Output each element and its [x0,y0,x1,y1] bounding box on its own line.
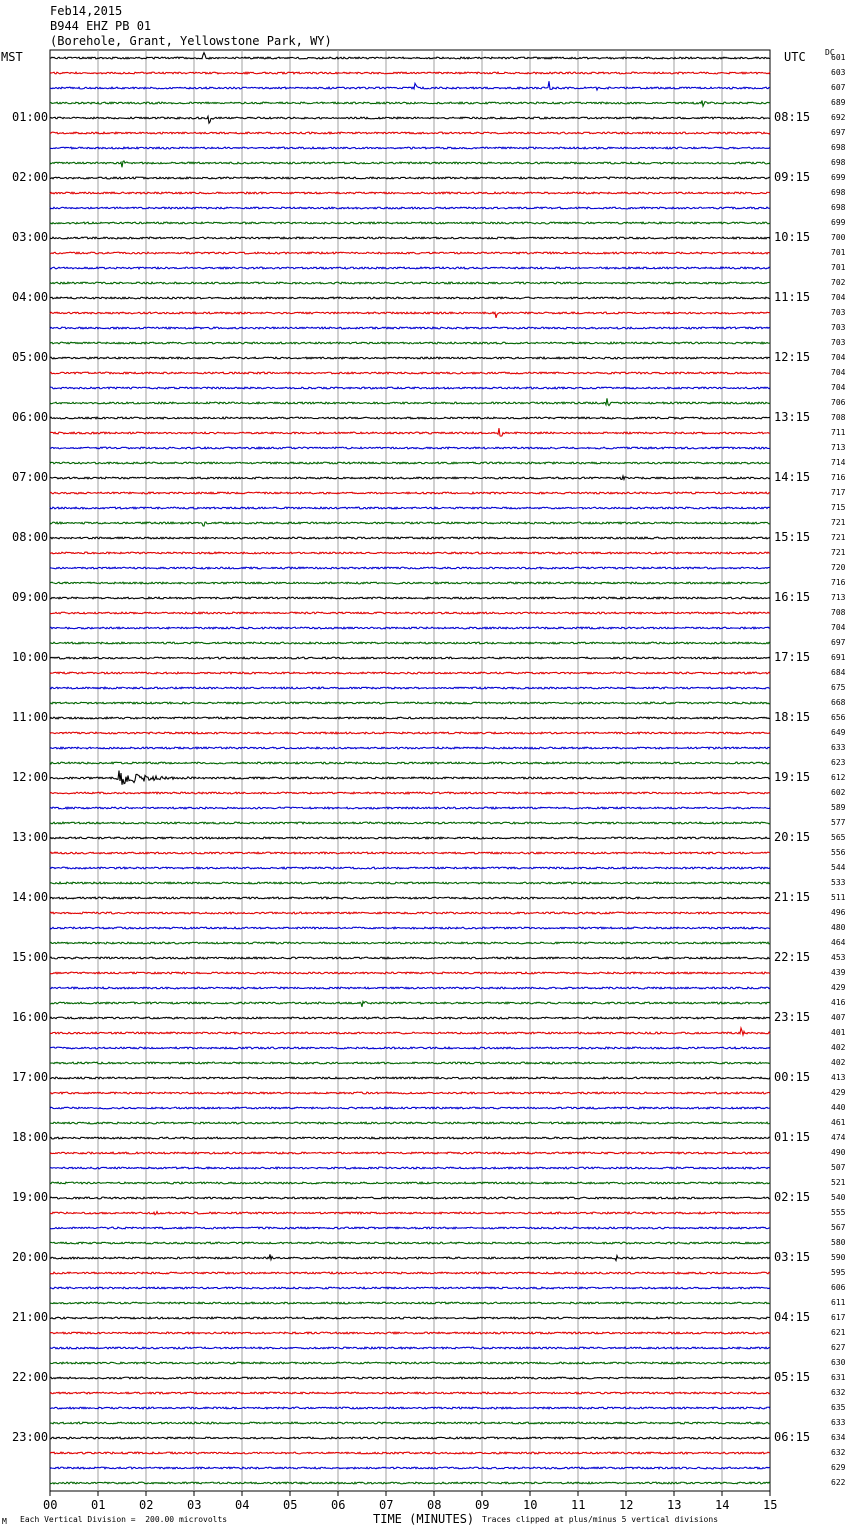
dc-offset-label: 704 [831,623,846,632]
utc-hour-label: 12:15 [774,350,811,364]
dc-offset-label: 700 [831,233,846,242]
mst-hour-label: 15:00 [12,950,49,964]
dc-offset-label: 701 [831,248,846,257]
dc-offset-label: 704 [831,383,846,392]
x-tick-label: 04 [235,1498,250,1512]
mst-hour-label: 19:00 [12,1190,49,1204]
scale-note: Each Vertical Division = 200.00 microvolts [20,1515,228,1524]
x-tick-label: 12 [619,1498,634,1512]
trace-line [50,732,770,734]
mst-hour-label: 06:00 [12,410,49,424]
dc-offset-label: 713 [831,593,846,602]
dc-offset-label: 511 [831,893,846,902]
utc-hour-label: 03:15 [774,1250,811,1264]
dc-offset-label: 697 [831,638,846,647]
x-tick-label: 05 [283,1498,298,1512]
trace-line [50,1377,770,1379]
dc-offset-label: 402 [831,1058,846,1067]
dc-offset-label: 699 [831,218,846,227]
dc-offset-label: 715 [831,503,846,512]
trace-line [50,357,770,359]
utc-hour-label: 01:15 [774,1130,811,1144]
mst-hour-label: 17:00 [12,1070,49,1084]
trace-line [50,957,770,959]
trace-line [50,1062,770,1064]
dc-offset-label: 490 [831,1148,846,1157]
x-tick-label: 06 [331,1498,346,1512]
dc-offset-label: 533 [831,878,846,887]
mst-hour-label: 09:00 [12,590,49,604]
dc-offset-label: 567 [831,1223,846,1232]
trace-line [50,312,770,318]
dc-offset-label: 521 [831,1178,846,1187]
x-tick-label: 10 [523,1498,538,1512]
dc-offset-label: 612 [831,773,846,782]
trace-line [50,597,770,599]
x-tick-label: 01 [91,1498,106,1512]
dc-offset-label: 703 [831,323,846,332]
trace-line [50,1047,770,1049]
trace-line [50,447,770,449]
mst-hour-label: 07:00 [12,470,49,484]
dc-offset-label: 703 [831,308,846,317]
trace-line [50,1122,770,1124]
mst-hour-label: 13:00 [12,830,49,844]
trace-line [50,1152,770,1154]
trace-line [50,1482,770,1484]
mst-hour-label: 01:00 [12,110,49,124]
dc-offset-label: 453 [831,953,846,962]
trace-line [50,942,770,944]
trace-line [50,1001,770,1006]
trace-line [50,807,770,809]
utc-hour-label: 08:15 [774,110,811,124]
mst-hour-label: 10:00 [12,650,49,664]
trace-line [50,53,770,59]
trace-line [50,1407,770,1409]
dc-offset-label: 607 [831,83,846,92]
trace-line [50,1437,770,1439]
dc-offset-label: 401 [831,1028,846,1037]
dc-offset-label: 716 [831,473,846,482]
trace-line [50,1362,770,1364]
dc-offset-label: 617 [831,1313,846,1322]
dc-offset-label: 413 [831,1073,846,1082]
mst-hour-label: 18:00 [12,1130,49,1144]
x-tick-label: 15 [763,1498,778,1512]
trace-line [50,522,770,526]
utc-hour-label: 00:15 [774,1070,811,1084]
trace-line [50,642,770,644]
dc-offset-label: 716 [831,578,846,587]
x-tick-label: 02 [139,1498,154,1512]
dc-offset-label: 632 [831,1448,846,1457]
dc-offset-label: 721 [831,518,846,527]
trace-line [50,1167,770,1169]
trace-line [50,1197,770,1199]
corner-mark: M [2,1517,7,1526]
x-tick-label: 14 [715,1498,730,1512]
utc-hour-label: 17:15 [774,650,811,664]
x-axis-title: TIME (MINUTES) [373,1512,475,1526]
trace-line [50,771,770,785]
trace-line [50,372,770,374]
dc-offset-label: 708 [831,413,846,422]
utc-hour-label: 10:15 [774,230,811,244]
x-tick-label: 00 [43,1498,58,1512]
dc-offset-label: 402 [831,1043,846,1052]
trace-line [50,912,770,914]
mst-hour-label: 12:00 [12,770,49,784]
x-tick-label: 08 [427,1498,442,1512]
station-code: B944 EHZ PB 01 [50,19,152,33]
plot-date: Feb14,2015 [50,4,123,18]
dc-offset-label: 589 [831,803,846,812]
trace-line [50,342,770,344]
trace-line [50,582,770,584]
dc-offset-label: 629 [831,1463,846,1472]
dc-offset-label: 429 [831,983,846,992]
trace-line [50,192,770,194]
station-location: (Borehole, Grant, Yellowstone Park, WY) [50,34,332,48]
utc-hour-label: 21:15 [774,890,811,904]
dc-offset-label: 632 [831,1388,846,1397]
mst-hour-label: 21:00 [12,1310,49,1324]
dc-offset-label: 464 [831,938,846,947]
utc-hour-label: 04:15 [774,1310,811,1324]
utc-hour-label: 15:15 [774,530,811,544]
dc-offset-label: 706 [831,398,846,407]
x-tick-label: 09 [475,1498,490,1512]
trace-line [50,297,770,299]
trace-line [50,177,770,179]
trace-line [50,567,770,569]
dc-offset-label: 668 [831,698,846,707]
trace-line [50,237,770,239]
trace-line [50,1137,770,1139]
trace-line [50,537,770,539]
trace-line [50,417,770,419]
dc-offset-label: 633 [831,1418,846,1427]
dc-offset-label: 720 [831,563,846,572]
dc-offset-label: 699 [831,173,846,182]
trace-line [50,1242,770,1244]
trace-line [50,687,770,689]
dc-offset-label: 416 [831,998,846,1007]
dc-offset-label: 440 [831,1103,846,1112]
dc-offset-label: 721 [831,533,846,542]
utc-axis-title: UTC [784,50,806,64]
dc-offset-label: 634 [831,1433,846,1442]
dc-offset-label: 701 [831,263,846,272]
dc-offset-label: 692 [831,113,846,122]
trace-line [50,1467,770,1469]
dc-offset-label: 698 [831,143,846,152]
trace-line [50,147,770,149]
trace-line [50,657,770,659]
dc-offset-label: 631 [831,1373,846,1382]
dc-offset-label: 621 [831,1328,846,1337]
dc-offset-label: 698 [831,188,846,197]
dc-offset-label: 555 [831,1208,846,1217]
dc-offset-label: 480 [831,923,846,932]
dc-offset-label: 702 [831,278,846,287]
mst-hour-label: 23:00 [12,1430,49,1444]
dc-offset-label: 601 [831,53,846,62]
trace-line [50,837,770,839]
dc-offset-label: 649 [831,728,846,737]
dc-offset-label: 540 [831,1193,846,1202]
trace-line [50,1452,770,1454]
dc-offset-label: 622 [831,1478,846,1487]
dc-offset-label: 627 [831,1343,846,1352]
trace-line [50,1422,770,1424]
dc-offset-label: 656 [831,713,846,722]
plot-frame [50,50,770,1491]
seismic-traces [50,53,770,1484]
trace-line [50,1272,770,1274]
trace-line [50,132,770,134]
mst-hour-label: 16:00 [12,1010,49,1024]
trace-line [50,1212,770,1215]
trace-line [50,1107,770,1109]
dc-offset-label: 461 [831,1118,846,1127]
utc-hour-label: 11:15 [774,290,811,304]
mst-hour-label: 08:00 [12,530,49,544]
dc-offset-label: 698 [831,203,846,212]
trace-line [50,1332,770,1334]
trace-line [50,1077,770,1079]
trace-line [50,747,770,749]
dc-offset-label: 635 [831,1403,846,1412]
utc-hour-label: 16:15 [774,590,811,604]
utc-hour-label: 06:15 [774,1430,811,1444]
trace-line [50,897,770,899]
x-tick-label: 11 [571,1498,586,1512]
trace-line [50,627,770,629]
dc-offset-label: 580 [831,1238,846,1247]
dc-offset-label: 714 [831,458,846,467]
dc-offset-label: 633 [831,743,846,752]
trace-line [50,387,770,389]
trace-line [50,1392,770,1394]
trace-line [50,972,770,974]
dc-offset-label: 606 [831,1283,846,1292]
trace-line [50,428,770,436]
trace-line [50,282,770,284]
dc-offset-label: 611 [831,1298,846,1307]
trace-line [50,476,770,480]
trace-line [50,822,770,824]
trace-line [50,702,770,704]
utc-hour-label: 14:15 [774,470,811,484]
trace-line [50,222,770,224]
dc-offset-label: 703 [831,338,846,347]
utc-hour-label: 20:15 [774,830,811,844]
mst-hour-label: 20:00 [12,1250,49,1264]
trace-line [50,252,770,254]
trace-line [50,1317,770,1319]
dc-offset-label: 577 [831,818,846,827]
dc-offset-label: 603 [831,68,846,77]
trace-line [50,717,770,719]
dc-offset-label: 684 [831,668,846,677]
trace-line [50,1347,770,1349]
dc-offset-label: 507 [831,1163,846,1172]
utc-hour-label: 22:15 [774,950,811,964]
dc-offset-label: 704 [831,293,846,302]
dc-offset-label: 556 [831,848,846,857]
trace-line [50,492,770,494]
trace-line [50,507,770,509]
mst-hour-label: 05:00 [12,350,49,364]
dc-offset-label: 496 [831,908,846,917]
mst-hour-label: 11:00 [12,710,49,724]
trace-line [50,1028,770,1035]
trace-line [50,462,770,464]
dc-offset-label: 721 [831,548,846,557]
trace-line [50,792,770,794]
trace-line [50,852,770,854]
clip-note: Traces clipped at plus/minus 5 vertical divisions [482,1515,719,1524]
dc-offset-label: 697 [831,128,846,137]
utc-hour-label: 02:15 [774,1190,811,1204]
trace-line [50,161,770,167]
mst-hour-label: 03:00 [12,230,49,244]
trace-line [50,672,770,674]
dc-offset-label: 689 [831,98,846,107]
mst-hour-label: 22:00 [12,1370,49,1384]
dc-offset-label: 623 [831,758,846,767]
trace-line [50,987,770,989]
dc-offset-label: 630 [831,1358,846,1367]
dc-axis-title: DC [825,48,835,57]
dc-offset-label: 602 [831,788,846,797]
trace-line [50,267,770,269]
dc-offset-label: 708 [831,608,846,617]
trace-line [50,398,770,405]
dc-offset-label: 691 [831,653,846,662]
utc-hour-label: 05:15 [774,1370,811,1384]
trace-line [50,612,770,614]
trace-line [50,867,770,869]
dc-offset-label: 713 [831,443,846,452]
dc-offset-label: 704 [831,368,846,377]
dc-offset-label: 595 [831,1268,846,1277]
mst-hour-label: 02:00 [12,170,49,184]
trace-line [50,882,770,884]
trace-line [50,101,770,107]
dc-offset-label: 704 [831,353,846,362]
utc-hour-label: 13:15 [774,410,811,424]
dc-offset-label: 439 [831,968,846,977]
utc-hour-label: 23:15 [774,1010,811,1024]
dc-offset-label: 711 [831,428,846,437]
trace-line [50,1254,770,1260]
mst-hour-label: 04:00 [12,290,49,304]
trace-line [50,327,770,329]
utc-hour-label: 18:15 [774,710,811,724]
x-tick-label: 03 [187,1498,202,1512]
trace-line [50,762,770,764]
dc-offset-label: 565 [831,833,846,842]
mst-hour-label: 14:00 [12,890,49,904]
dc-offset-label: 590 [831,1253,846,1262]
trace-line [50,72,770,74]
trace-line [50,1092,770,1094]
x-tick-label: 07 [379,1498,394,1512]
trace-line [50,116,770,123]
utc-hour-label: 09:15 [774,170,811,184]
trace-line [50,552,770,554]
dc-offset-label: 698 [831,158,846,167]
trace-line [50,207,770,209]
trace-line [50,1302,770,1304]
trace-line [50,81,770,90]
trace-line [50,1017,770,1019]
dc-offset-label: 429 [831,1088,846,1097]
trace-line [50,927,770,929]
dc-offset-label: 474 [831,1133,846,1142]
trace-line [50,1227,770,1229]
dc-offset-label: 717 [831,488,846,497]
x-tick-label: 13 [667,1498,682,1512]
dc-offset-label: 675 [831,683,846,692]
dc-offset-label: 544 [831,863,846,872]
dc-offset-label: 407 [831,1013,846,1022]
trace-line [50,1182,770,1184]
trace-line [50,1287,770,1289]
mst-axis-title: MST [1,50,23,64]
utc-hour-label: 19:15 [774,770,811,784]
